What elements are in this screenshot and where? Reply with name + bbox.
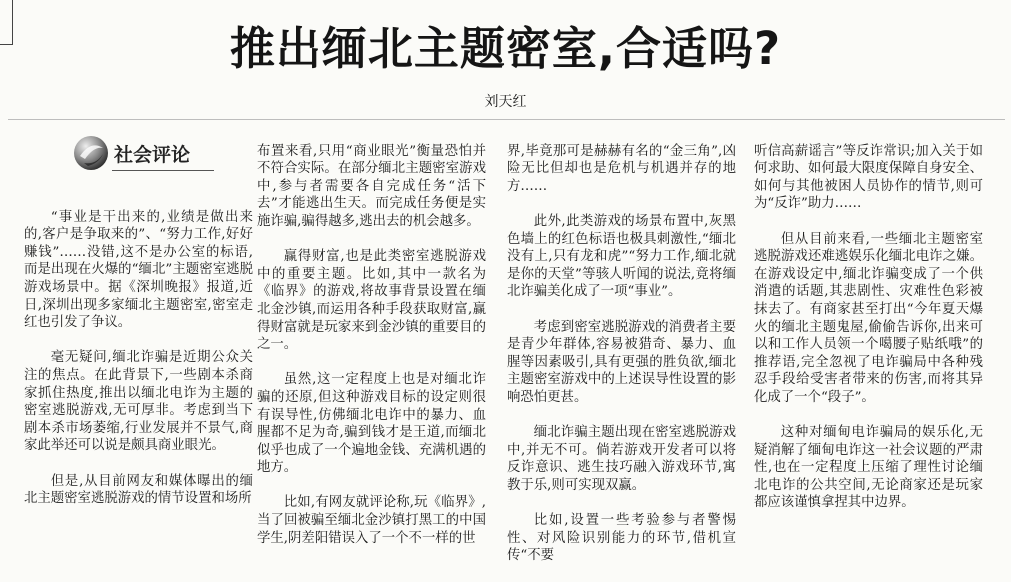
section-badge xyxy=(72,130,222,178)
paragraph: “事业是干出来的,业绩是做出来的,客户是争取来的”、“努力工作,好好赚钱”……没错,这不是办公室的标语,而是出现在火爆的“缅北”主题密室逃脱游戏场景中。据《深圳晚报》报道,近日,深圳出现多家缅北主题密室,密室走红也引发了争议。 xyxy=(24,209,253,331)
article-column-3 xyxy=(507,125,736,564)
paragraph: 但从目前来看,一些缅北主题密室逃脱游戏还难逃娱乐化缅北电诈之嫌。在游戏设定中,缅北诈骗变成了一个供消遣的话题,其悲剧性、灾难性色彩被抹去了。有商家甚至打出“今年夏天爆火的缅北主题鬼屋,偷偷告诉你,出来可以和工作人员领一个噶腰子贴纸哦”的推荐语,完全忽视了电诈骗局中各种残忍手段给受害者带来的伤害,而将其异化成了一个“段子”。 xyxy=(754,231,983,405)
article-column-1 xyxy=(24,191,253,507)
paragraph-continued: 听信高薪谣言”等反诈常识;加入关于如何求助、如何最大限度保障自身安全、如何与其他被困人员协作的情节,则可为“反诈”助力…… xyxy=(754,143,983,212)
header-divider xyxy=(8,119,1005,120)
shaded-circle-emblem-icon xyxy=(72,134,110,172)
paragraph-continued: 界,毕竟那可是赫赫有名的“金三角”,凶险无比但却也是危机与机遇并存的地方…… xyxy=(507,143,736,194)
section-label: 社会评论 xyxy=(114,144,191,166)
paragraph: 虽然,这一定程度上也是对缅北诈骗的还原,但这种游戏目标的设定则很有误导性,仿佛缅北电诈中的暴力、血腥都不足为奇,骗到钱才是王道,而缅北似乎也成了一个遍地金钱、充满机遇的地方。 xyxy=(257,372,486,476)
article-column-4 xyxy=(754,125,983,511)
paragraph: 毫无疑问,缅北诈骗是近期公众关注的焦点。在此背景下,一些剧本杀商家抓住热度,推出以缅北电诈为主题的密室逃脱游戏,无可厚非。考虑到当下剧本杀市场萎缩,行业发展并不景气,商家此举还可以说是颇具商业眼光。 xyxy=(24,350,253,454)
section-underline xyxy=(112,170,214,171)
paragraph: 此外,此类游戏的场景布置中,灰黑色墙上的红色标语也极具刺激性,“缅北没有上,只有龙和虎”“努力工作,缅北就是你的天堂”等骇人听闻的说法,竟将缅北诈骗美化成了一项“事业”。 xyxy=(507,213,736,300)
paragraph: 比如,有网友就评论称,玩《临界》,当了回被骗至缅北金沙镇打黑工的中国学生,阴差阳错误入了一个不一样的世 xyxy=(257,495,486,546)
paragraph: 比如,设置一些考验参与者警惕性、对风险识别能力的环节,借机宣传“不要 xyxy=(507,513,736,564)
paragraph: 这种对缅甸电诈骗局的娱乐化,无疑消解了缅甸电诈这一社会议题的严肃性,也在一定程度上压缩了理性讨论缅北电诈的公共空间,无论商家还是玩家都应该谨慎拿捏其中边界。 xyxy=(754,425,983,511)
paragraph: 缅北诈骗主题出现在密室逃脱游戏中,并无不可。倘若游戏开发者可以将反诈意识、逃生技巧融入游戏环节,寓教于乐,则可实现双赢。 xyxy=(507,425,736,493)
article-column-2 xyxy=(257,125,486,546)
paragraph: 赢得财富,也是此类密室逃脱游戏中的重要主题。比如,其中一款名为《临界》的游戏,将故事背景设置在缅北金沙镇,而运用各种手段获取财富,赢得财富就是玩家来到金沙镇的重要目的之一。 xyxy=(257,249,486,353)
paragraph: 考虑到密室逃脱游戏的消费者主要是青少年群体,容易被猎奇、暴力、血腥等因素吸引,具有更强的胜负欲,缅北主题密室游戏中的上述误导性设置的影响恐怕更甚。 xyxy=(507,319,736,405)
paragraph-continued: 布置来看,只用“商业眼光”衡量恐怕并不符合实际。在部分缅北主题密室游戏中,参与者需要各自完成任务“活下去”才能逃出生天。而完成任务便是实施诈骗,骗得越多,逃出去的机会越多。 xyxy=(257,143,486,229)
article-headline: 推出缅北主题密室,合适吗? xyxy=(229,22,782,75)
paragraph: 但是,从目前网友和媒体曝出的缅北主题密室逃脱游戏的情节设置和场所 xyxy=(24,473,253,507)
author-byline: 刘天红 xyxy=(484,94,527,110)
